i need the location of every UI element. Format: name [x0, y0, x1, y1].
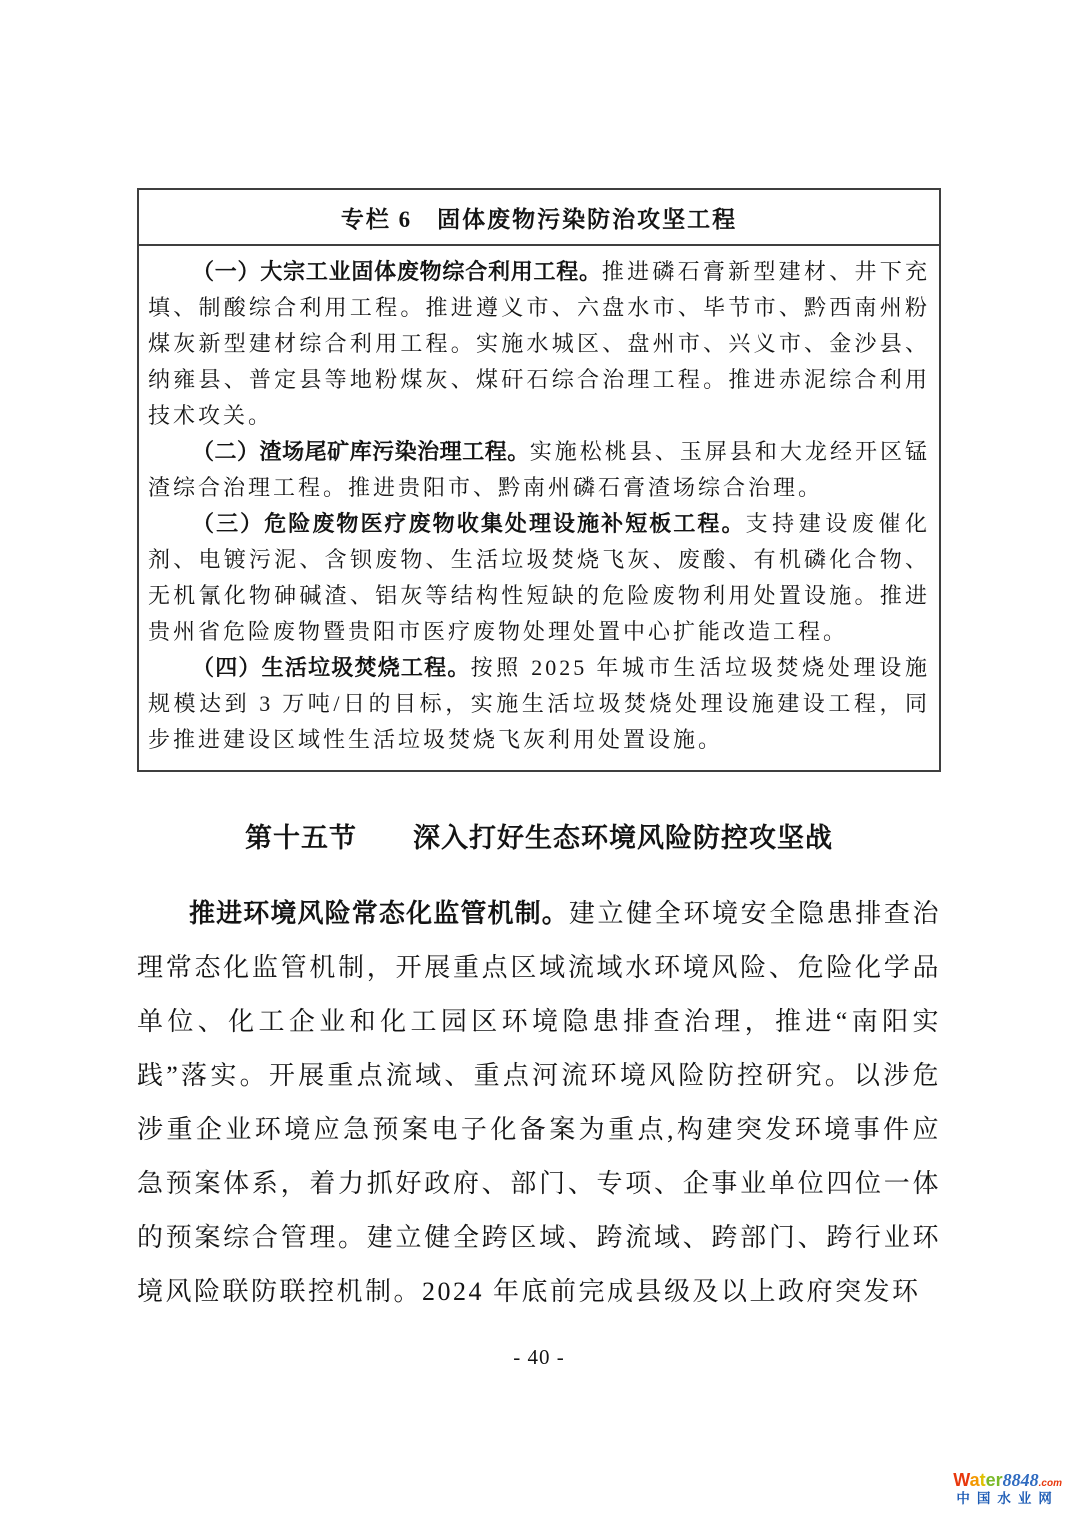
watermark-segment: er [985, 1469, 1003, 1490]
body-paragraph [137, 887, 941, 1319]
feature-box-title: 专栏 6 固体废物污染防治攻坚工程 [139, 190, 939, 246]
page-number: - 40 - [513, 1345, 565, 1369]
box-paragraph-1-text: 推进磷石膏新型建材、井下充填、制酸综合利用工程。推进遵义市、六盘水市、毕节市、黔西南州粉煤灰新型建材综合利用工程。实施水城区、盘州市、兴义市、金沙县、纳雍县、普定县等地粉煤灰、煤矸石综合治理工程。推进赤泥综合利用技术攻关。 [148, 259, 930, 428]
box-paragraph-2 [148, 434, 930, 506]
box-paragraph-2-lead: （二）渣场尾矿库污染治理工程。 [192, 439, 530, 464]
box-paragraph-4-lead: （四）生活垃圾焚烧工程。 [192, 655, 471, 680]
body-paragraph-lead: 推进环境风险常态化监管机制。 [189, 899, 569, 928]
watermark-segment: t [979, 1469, 986, 1490]
box-paragraph-4 [148, 650, 930, 758]
box-paragraph-2-text: 实施松桃县、玉屏县和大龙经开区锰渣综合治理工程。推进贵阳市、黔南州磷石膏渣场综合治理。 [148, 439, 930, 500]
box-paragraph-1 [148, 254, 930, 434]
water8848-wordmark [953, 1470, 1062, 1490]
box-paragraph-3-text: 支持建设废催化剂、电镀污泥、含钡废物、生活垃圾焚烧飞灰、废酸、有机磷化合物、无机氰化物砷碱渣、铝灰等结构性短缺的危险废物利用处置设施。推进贵州省危险废物暨贵阳市医疗废物处理处置中心扩能改造工程。 [148, 511, 930, 644]
watermark-segment: .com [1038, 1477, 1062, 1489]
watermark-segment: 8848 [1002, 1469, 1039, 1490]
watermark-segment: a [969, 1469, 980, 1490]
box-paragraph-3-lead: （三）危险废物医疗废物收集处理设施补短板工程。 [192, 511, 746, 536]
box-paragraph-1-lead: （一）大宗工业固体废物综合利用工程。 [192, 259, 602, 284]
water8848-logo [953, 1470, 1062, 1506]
body-paragraph-text: 建立健全环境安全隐患排查治理常态化监管机制，开展重点区域流域水环境风险、危险化学品单位、化工企业和化工园区环境隐患排查治理，推进“南阳实践”落实。开展重点流域、重点河流环境风险防控研究。以涉危涉重企业环境应急预案电子化备案为重点,构建突发环境事件应急预案体系，着力抓好政府、部门、专项、企事业单位四位一体的预案综合管理。建立健全跨区域、跨流域、跨部门、跨行业环境风险联防联控机制。2024 年底前完成县级及以上政府突发环 [137, 899, 941, 1306]
feature-box [137, 188, 941, 772]
box-paragraph-3 [148, 506, 930, 650]
section-heading: 第十五节 深入打好生态环境风险防控攻坚战 [245, 823, 833, 853]
feature-box-body [139, 246, 939, 770]
watermark-segment: W [953, 1469, 970, 1490]
box-paragraph-4-text: 按照 2025 年城市生活垃圾焚烧处理设施规模达到 3 万吨/日的目标，实施生活垃圾焚烧处理设施建设工程，同步推进建设区域性生活垃圾焚烧飞灰利用处置设施。 [148, 655, 930, 752]
watermark-chinese-text: 中国水业网 [956, 1490, 1059, 1506]
